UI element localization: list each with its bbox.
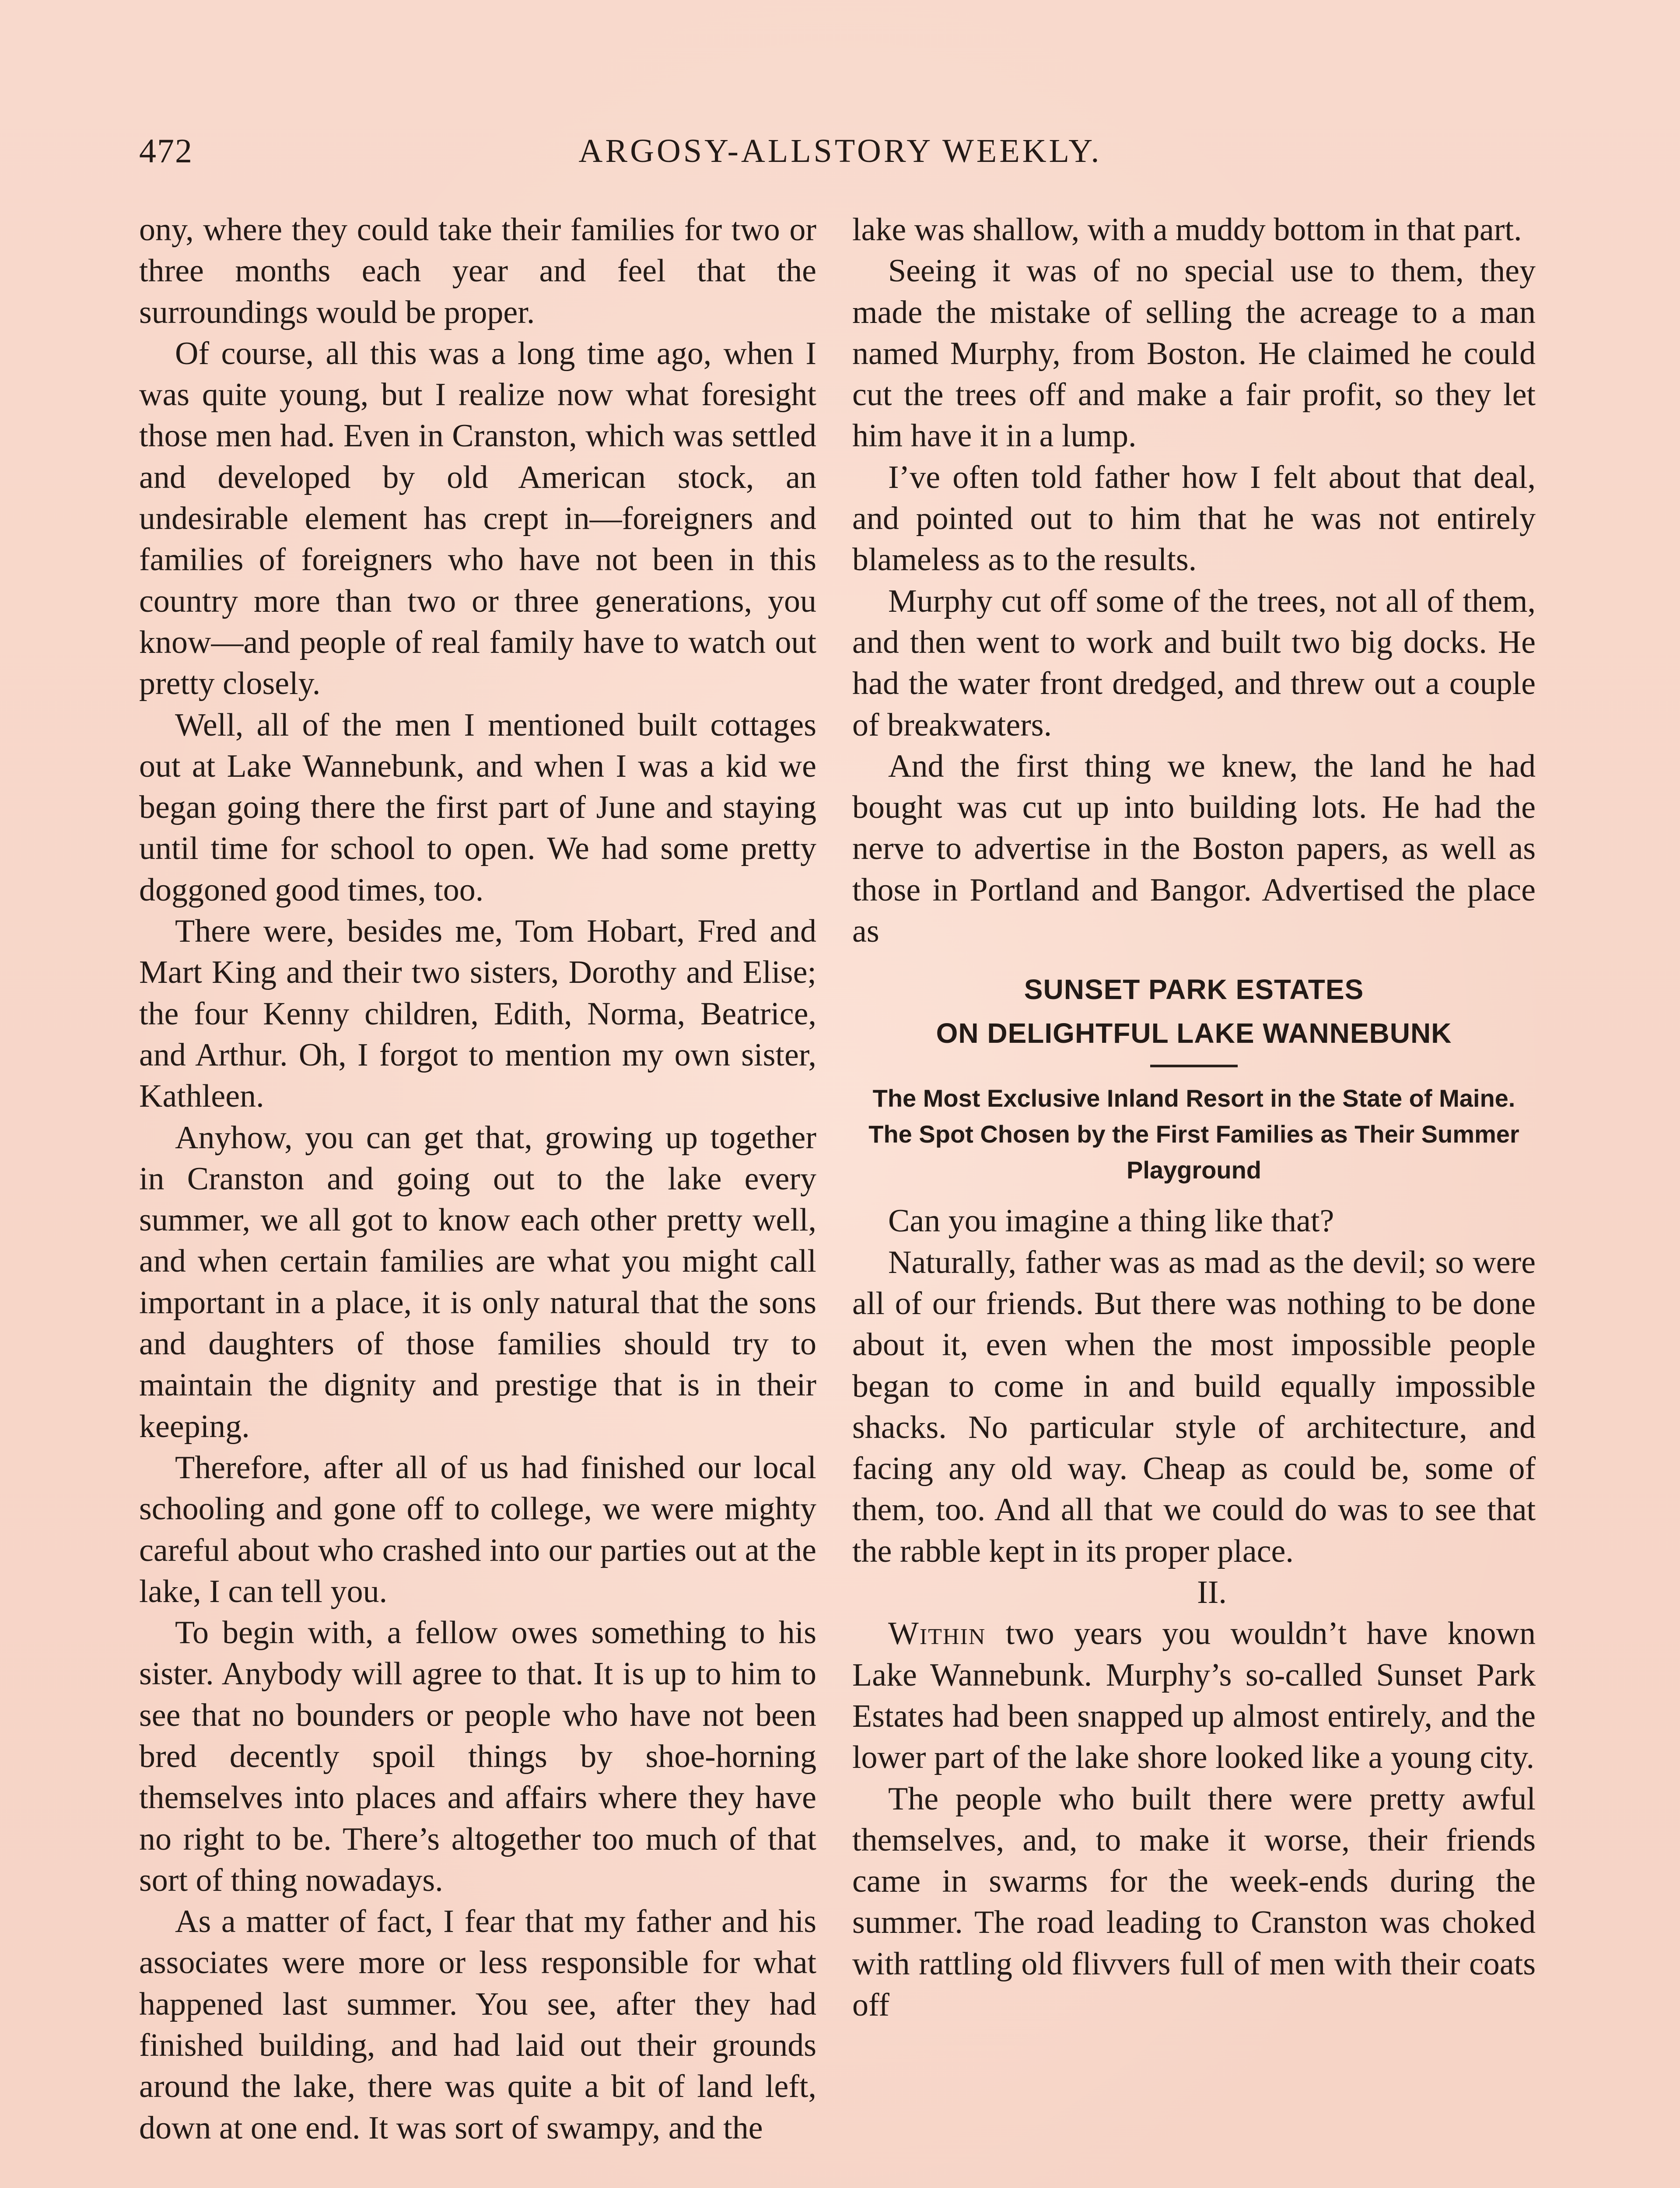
running-head: ARGOSY-ALLSTORY WEEKLY. <box>578 133 1102 169</box>
advertisement-tagline: The Most Exclusive Inland Resort in the State of Maine. The Spot Chosen by the First Families as Their Summer Playground <box>868 1084 1519 1184</box>
advertisement-title: SUNSET PARK ESTATES <box>1024 974 1364 1006</box>
paragraph: Anyhow, you can get that, growing up together in Cranston and going out to the lake every summer, we all got to know each other pretty well, and when certain families are what you might call important in a place, it is only natural that the sons and daughters of those families should try to maintain the dignity and prestige that is in their keeping. <box>139 1119 816 1445</box>
paragraph: Naturally, father was as mad as the devil; so were all of our friends. But there was nothing to be done about it, even when the most impossible people began to come in and build equally impossible shacks. No particular style of architecture, and facing any old way. Cheap as could be, some of them, too. And all that we could do was to see that the rabble kept in its proper place. <box>852 1244 1536 1569</box>
paragraph: ony, where they could take their families for two or three months each year and feel that the surroundings would be proper. <box>139 212 816 330</box>
advertisement-block <box>852 968 1536 1188</box>
page-number: 472 <box>139 132 193 170</box>
divider-rule <box>1150 1065 1238 1067</box>
paragraph: The people who built there were pretty awful themselves, and, to make it worse, their friends came in swarms for the week-ends during the summer. The road leading to Cranston was choked with rattling old flivvers full of men with their coats off <box>852 1781 1536 2023</box>
page-header <box>139 127 1541 175</box>
paragraph: As a matter of fact, I fear that my father and his associates were more or less responsible for what happened last summer. You see, after they had finished building, and had laid out their grounds around the lake, there was quite a bit of land left, down at one end. It was sort of swampy, and the <box>139 1904 816 2146</box>
left-column <box>139 209 816 2149</box>
paragraph <box>852 1613 1536 1778</box>
section-lead-word: Within <box>888 1616 986 1652</box>
paragraph: Therefore, after all of us had finished our local schooling and gone off to college, we were mighty careful about who crashed into our parties out at the lake, I can tell you. <box>139 1449 816 1609</box>
paragraph: There were, besides me, Tom Hobart, Fred and Mart King and their two sisters, Dorothy and Elise; the four Kenny children, Edith, Norma, Beatrice, and Arthur. Oh, I forgot to mention my own sister, Kathleen. <box>139 913 816 1115</box>
paragraph: To begin with, a fellow owes something to his sister. Anybody will agree to that. It is up to him to see that no bounders or people who have not been bred decently spoil things by shoe-horning themselves into places and affairs where they have no right to be. There’s altogether too much of that sort of thing nowadays. <box>139 1615 816 1898</box>
advertisement-subtitle: ON DELIGHTFUL LAKE WANNEBUNK <box>936 1017 1452 1049</box>
paragraph: Of course, all this was a long time ago, when I was quite young, but I realize now what foresight those men had. Even in Cranston, which was settled and developed by old American stock, an undesirable element has crept in—foreigners and families of foreigners who have not been in this country more than two or three generations, you know—and people of real family have to watch out pretty closely. <box>139 335 816 702</box>
section-heading: II. <box>1197 1574 1227 1611</box>
right-column <box>852 209 1536 2026</box>
paragraph-text: two years you wouldn’t have known Lake Wannebunk. Murphy’s so-called Sunset Park Estates had been snapped up almost entirely, and the lower part of the lake shore looked like a young city. <box>852 1616 1536 1776</box>
paragraph: I’ve often told father how I felt about that deal, and pointed out to him that he was not entirely blameless as to the results. <box>852 459 1536 578</box>
paragraph: And the first thing we knew, the land he had bought was cut up into building lots. He had the nerve to advertise in the Boston papers, as well as those in Portland and Bangor. Advertised the place as <box>852 748 1536 950</box>
paragraph: Can you imagine a thing like that? <box>888 1203 1334 1239</box>
paragraph: lake was shallow, with a muddy bottom in that part. <box>852 212 1522 248</box>
paragraph: Well, all of the men I mentioned built cottages out at Lake Wannebunk, and when I was a kid we began going there the first part of June and staying until time for school to open. We had some pretty doggoned good times, too. <box>139 707 816 908</box>
paragraph: Murphy cut off some of the trees, not all of them, and then went to work and built two big docks. He had the water front dredged, and threw out a couple of breakwaters. <box>852 583 1536 743</box>
paragraph: Seeing it was of no special use to them, they made the mistake of selling the acreage to a man named Murphy, from Boston. He claimed he could cut the trees off and make a fair profit, so they let him have it in a lump. <box>852 253 1536 454</box>
